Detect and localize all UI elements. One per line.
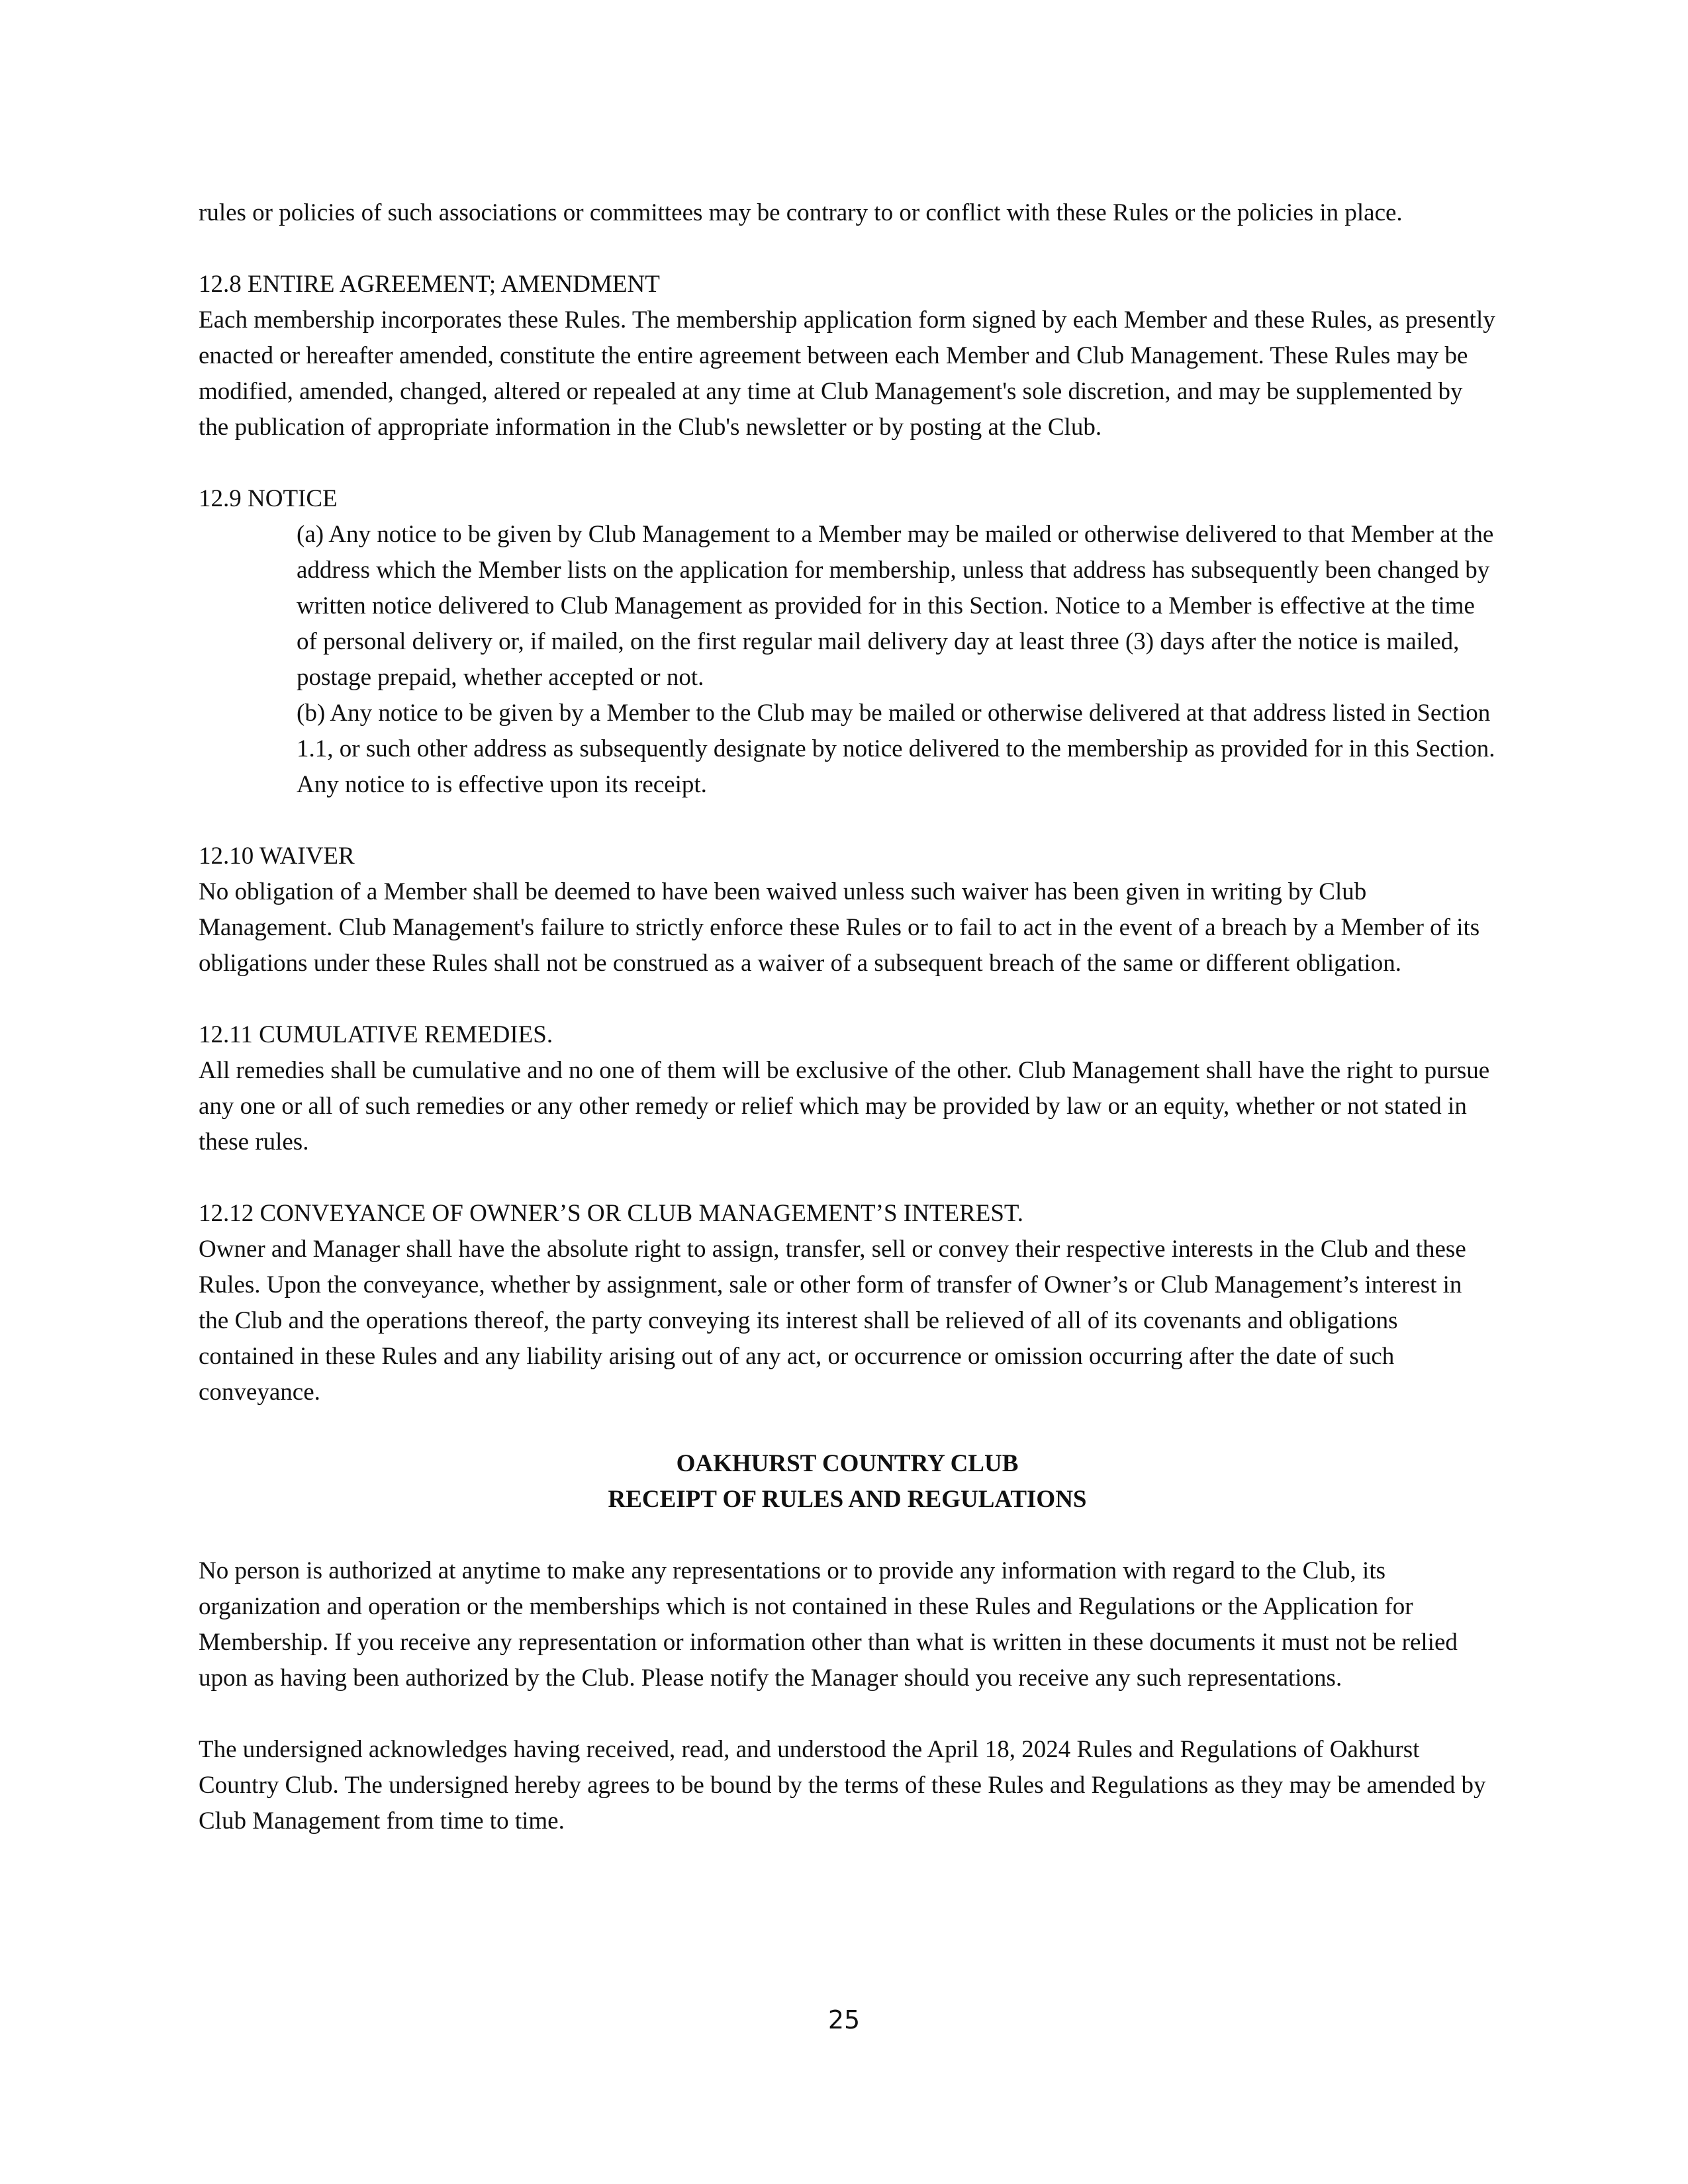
page-number: 25 [827,2005,861,2034]
section-12-9-heading: 12.9 NOTICE [199,485,338,512]
receipt-paragraph-2: The undersigned acknowledges having received, read, and understood the April 18, 2024 Rules and Regulations of Oakhurst Country Club. The undersigned hereby agrees to be bound by the terms of these Rules and Regulations as they may be amended by Club Management from time to time. [199,1736,1486,1835]
spacer [199,231,1496,267]
section-12-9-item-a: (a) Any notice to be given by Club Management to a Member may be mailed or otherwise delivered to that Member at the address which the Member lists on the application for membership, unless that address has subsequently been changed by written notice delivered to Club Management as provided for in this Section. Notice to a Member is effective at the time of personal delivery or, if mailed, on the first regular mail delivery day at least three (3) days after the notice is mailed, postage prepaid, whether accepted or not. [297,521,1494,691]
spacer [199,1518,1496,1553]
document-page [199,195,1496,1839]
section-12-10-heading: 12.10 WAIVER [199,842,355,870]
section-12-12-body: Owner and Manager shall have the absolute right to assign, transfer, sell or convey their respective interests in the Club and these Rules. Upon the conveyance, whether by assignment, sale or other form of transfer of Owner’s or Club Management’s interest in the Club and the operations thereof, the party conveying its interest shall be relieved of all of its covenants and obligations contained in these Rules and any liability arising out of any act, or occurrence or omission occurring after the date of such conveyance. [199,1236,1466,1406]
spacer [199,445,1496,481]
section-12-11-body: All remedies shall be cumulative and no one of them will be exclusive of the other. Club Management shall have the right to pursue any one or all of such remedies or any other remedy or relief which may be provided by law or an equity, whether or not stated in these rules. [199,1057,1490,1156]
receipt-title-rules: RECEIPT OF RULES AND REGULATIONS [608,1486,1087,1513]
spacer [199,803,1496,839]
section-12-9-item-b: (b) Any notice to be given by a Member to the Club may be mailed or otherwise delivered at that address listed in Section 1.1, or such other address as subsequently designate by notice delivered to the membership as provided for in this Section. Any notice to is effective upon its receipt. [297,700,1495,798]
section-12-8-heading: 12.8 ENTIRE AGREEMENT; AMENDMENT [199,271,660,298]
spacer [199,1696,1496,1732]
section-12-12-heading: 12.12 CONVEYANCE OF OWNER’S OR CLUB MANAGEMENT’S INTEREST. [199,1200,1024,1227]
spacer [199,1410,1496,1446]
section-12-10-body: No obligation of a Member shall be deemed to have been waived unless such waiver has been given in writing by Club Management. Club Management's failure to strictly enforce these Rules or to fail to act in the event of a breach by a Member of its obligations under these Rules shall not be construed as a waiver of a subsequent breach of the same or different obligation. [199,878,1480,977]
spacer [199,981,1496,1017]
section-12-11-heading: 12.11 CUMULATIVE REMEDIES. [199,1021,553,1048]
spacer [199,1160,1496,1196]
receipt-title-club: OAKHURST COUNTRY CLUB [676,1450,1019,1477]
continued-paragraph: rules or policies of such associations or committees may be contrary to or conflict with these Rules or the policies in place. [199,199,1403,226]
receipt-paragraph-1: No person is authorized at anytime to make any representations or to provide any information with regard to the Club, its organization and operation or the memberships which is not contained in these Rules and Regulations or the Application for Membership. If you receive any representation or information other than what is written in these documents it must not be relied upon as having been authorized by the Club. Please notify the Manager should you receive any such representations. [199,1557,1458,1692]
section-12-8-body: Each membership incorporates these Rules. The membership application form signed by each Member and these Rules, as presently enacted or hereafter amended, constitute the entire agreement between each Member and Club Management. These Rules may be modified, amended, changed, altered or repealed at any time at Club Management's sole discretion, and may be supplemented by the publication of appropriate information in the Club's newsletter or by posting at the Club. [199,306,1495,441]
